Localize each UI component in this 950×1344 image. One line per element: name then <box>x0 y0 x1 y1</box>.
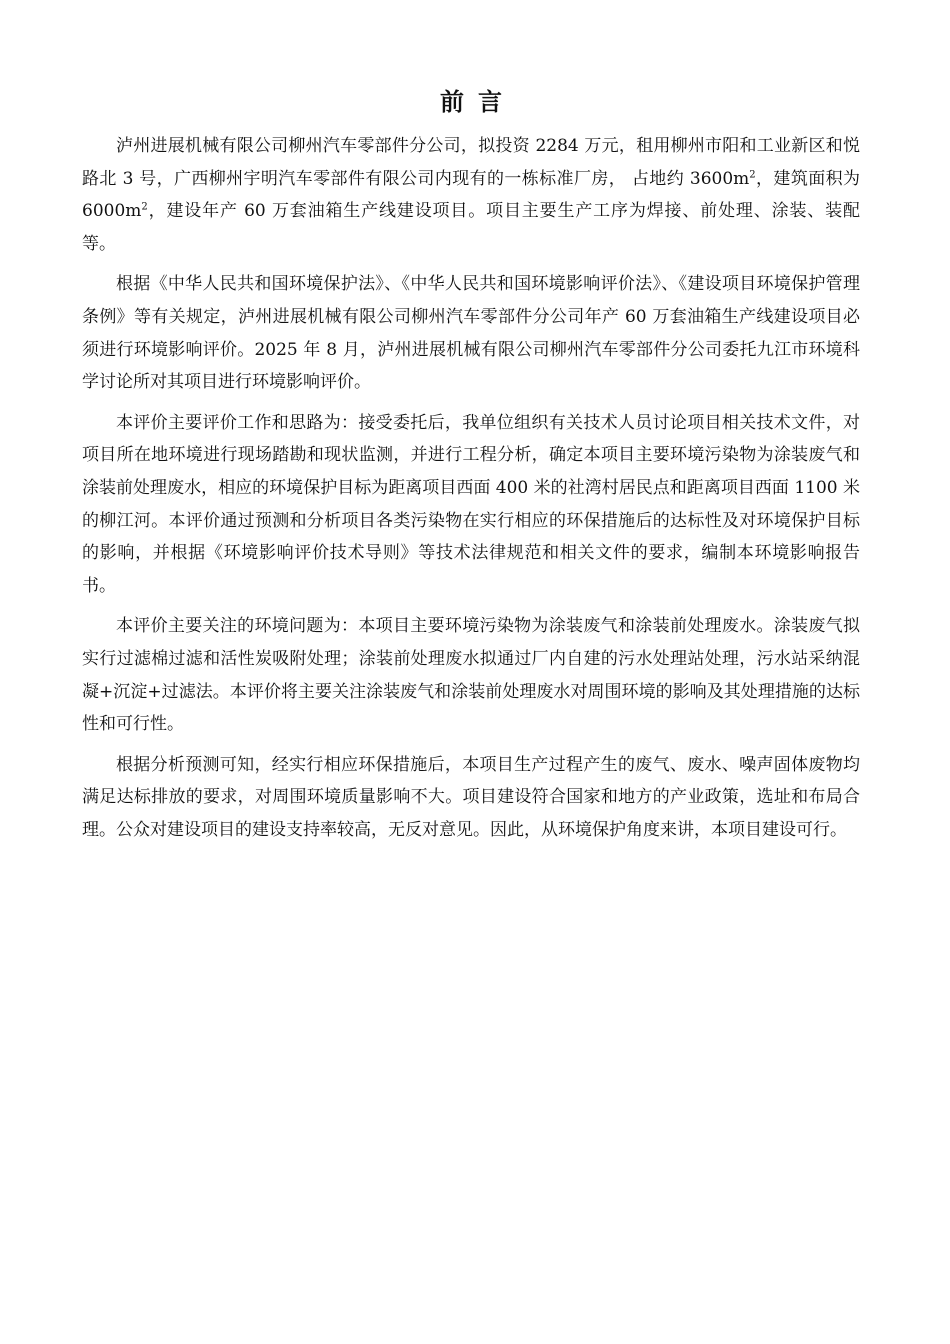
page-title: 前言 <box>440 87 516 116</box>
paragraph-project-overview <box>82 130 860 260</box>
paragraph-text: ，建筑面积为 6000m <box>82 168 860 222</box>
paragraph-key-issues: 本评价主要关注的环境问题为：本项目主要环境污染物为涂装废气和涂装前处理废水。涂装废气拟实行过滤棉过滤和活性炭吸附处理；涂装前处理废水拟通过厂内自建的污水处理站处理，污水站采纳混凝+沉淀+过滤法。本评价将主要关注涂装废气和涂装前处理废水对周围环境的影响及其处理措施的达标性和可行性。 <box>82 616 860 735</box>
paragraph-text: ，建设年产 60 万套油箱生产线建设项目。项目主要生产工序为焊接、前处理、涂装、装配等。 <box>82 201 860 254</box>
document-page <box>82 86 860 854</box>
paragraph-work-approach: 本评价主要评价工作和思路为：接受委托后，我单位组织有关技术人员讨论项目相关技术文件，对项目所在地环境进行现场踏勘和现状监测，并进行工程分析，确定本项目主要环境污染物为涂装废气和涂装前处理废水，相应的环境保护目标为距离项目西面 400 米的社湾村居民点和距离项目西面 1100 米的柳江河。本评价通过预测和分析项目各类污染物在实行相应的环保措施后的达标性及对环境保护目标的影响，并根据《环境影响评价技术导则》等技术法律规范和相关文件的要求，编制本环境影响报告书。 <box>82 412 860 596</box>
paragraph-legal-basis: 根据《中华人民共和国环境保护法》、《中华人民共和国环境影响评价法》、《建设项目环境保护管理条例》等有关规定，泸州进展机械有限公司柳州汽车零部件分公司年产 60 万套油箱生产线建设项目必须进行环境影响评价。2025 年 8 月，泸州进展机械有限公司柳州汽车零部件分公司委托九江市环境科学讨论所对其项目进行环境影响评价。 <box>82 274 860 393</box>
superscript: 2 <box>141 201 148 213</box>
superscript: 2 <box>749 168 756 180</box>
paragraph-conclusion: 根据分析预测可知，经实行相应环保措施后，本项目生产过程产生的废气、废水、噪声固体废物均满足达标排放的要求，对周围环境质量影响不大。项目建设符合国家和地方的产业政策，选址和布局合理。公众对建设项目的建设支持率较高，无反对意见。因此，从环境保护角度来讲，本项目建设可行。 <box>82 754 860 840</box>
paragraph-text: 泸州进展机械有限公司柳州汽车零部件分公司，拟投资 2284 万元，租用柳州市阳和工业新区和悦路北 3 号，广西柳州宇明汽车零部件有限公司内现有的一栋标准厂房， 占地约 3600m <box>82 136 860 189</box>
